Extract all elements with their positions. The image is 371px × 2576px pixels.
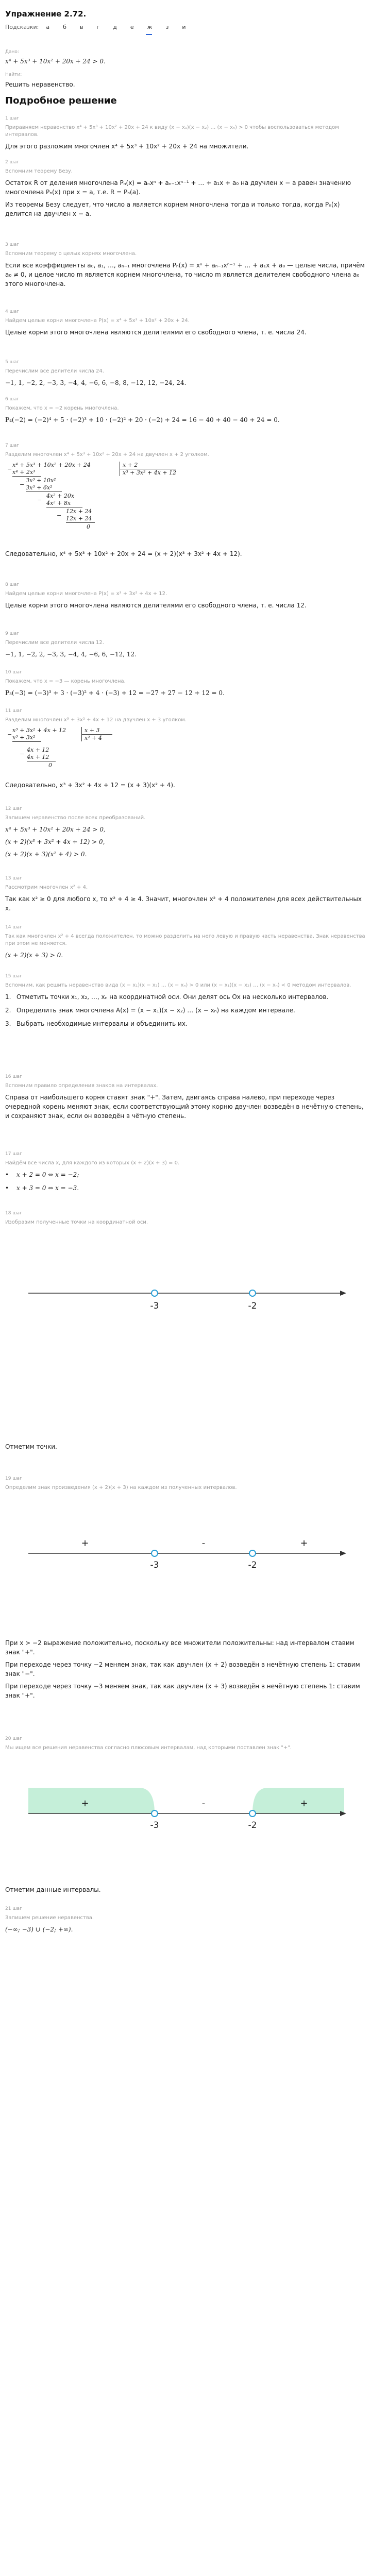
step-label: 21 шаг (5, 1906, 22, 1911)
step-description: Перечислим все делители числа 12. (5, 640, 104, 646)
step-description: Найдём все числа x, для каждого из которых (x + 2)(x + 3) = 0. (5, 1160, 180, 1166)
divisors-list: −1, 1, −2, 2, −3, 3, −4, 4, −6, 6, −12, 12. (5, 651, 137, 658)
step-text: Остаток R от деления многочлена Pₙ(x) = aₙxⁿ + aₙ₋₁xⁿ⁻¹ + … + a₁x + a₀ на двучлен x − a равен значению многочлена Pₙ(x) при x = a, т.е. R = Pₙ(a). (5, 179, 351, 196)
axis-arrow (340, 1291, 346, 1296)
active-hint-underline (146, 34, 152, 35)
long-division: − x³ + 3x² + 4x + 12 x³ + 3x² − 4x + 12 4x + 12 0 x + 3 x² + 4 (5, 727, 366, 781)
list-item: • x + 3 = 0 ⇔ x = −3. (5, 1184, 79, 1192)
step-text: Отметим точки. (5, 1443, 57, 1450)
point-minus-3 (151, 1290, 158, 1296)
division-line: x³ + 3x² (12, 734, 36, 741)
step-label: 7 шаг (5, 443, 20, 448)
step-description: Найдем целые корни многочлена P(x) = x³ + 3x² + 4x + 12. (5, 591, 167, 597)
step-text: Так как x² ≥ 0 для любого x, то x² + 4 ≥ 4. Значит, многочлен x² + 4 положителен для всех действительных x. (5, 895, 362, 912)
step-label: 2 шаг (5, 160, 20, 165)
division-line: 3x³ + 6x² (26, 484, 53, 491)
step-description: Мы ищем все решения неравенства согласно плюсовым интервалам, над которыми поставлен знак "+". (5, 1745, 292, 1751)
detailed-solution-heading: Подробное решение (5, 95, 117, 106)
hints-bar (5, 24, 186, 30)
point-minus-2 (249, 1810, 256, 1817)
list-item: 1. Отметить точки x₁, x₂, …, xₙ на координатной оси. Они делят ось Ox на несколько интервалов. (5, 993, 329, 1001)
point-label: -3 (150, 1820, 159, 1831)
point-minus-3 (151, 1810, 158, 1817)
hint-letter[interactable]: и (182, 24, 186, 30)
step-label: 9 шаг (5, 631, 20, 636)
step-text: При переходе через точку −2 меняем знак, так как двучлен (x + 2) возведён в нечётную степень 1: ставим знак "−". (5, 1661, 360, 1677)
solution-set: (−∞; −3) ∪ (−2; +∞). (5, 1926, 73, 1933)
division-line: 0 (48, 762, 52, 769)
interval-sign: + (81, 1538, 89, 1549)
step-7 (5, 443, 366, 562)
point-label: -2 (248, 1301, 257, 1311)
point-label: -3 (150, 1560, 159, 1570)
step-text: При x > −2 выражение положительно, поскольку все множители положительны: над интервалом ставим знак "+". (5, 1639, 355, 1656)
find-label: Найти: (5, 72, 22, 77)
step-description: Покажем, что x = −3 — корень многочлена. (5, 679, 126, 684)
step-label: 17 шаг (5, 1151, 22, 1157)
step-19-text (5, 1638, 366, 1703)
hint-letter[interactable]: е (130, 24, 134, 30)
step-description: Изобразим полученные точки на координатной оси. (5, 1219, 148, 1225)
interval-highlight-right (252, 1788, 344, 1814)
step-8 (5, 582, 366, 613)
step-description: Так как многочлен x² + 4 всегда положителен, то можно разделить на него левую и правую часть неравенства. Знак неравенства при этом не меняется. (5, 934, 365, 946)
step-13 (5, 876, 366, 916)
step-label: 3 шаг (5, 242, 20, 247)
point-minus-2 (249, 1550, 256, 1556)
step-description: Вспомним правило определения знаков на интервалах. (5, 1083, 158, 1089)
number-line-highlighted (0, 1767, 371, 1875)
quotient: x² + 4 (85, 735, 102, 741)
step-label: 18 шаг (5, 1211, 22, 1216)
division-line: 4x + 12 (27, 747, 49, 753)
step-16 (5, 1074, 366, 1124)
step-label: 15 шаг (5, 974, 22, 979)
step-description: Вспомним теорему Безу. (5, 168, 73, 174)
interval-sign: + (300, 1538, 308, 1549)
given-expression: x⁴ + 5x³ + 10x² + 20x + 24 > 0. (5, 58, 106, 65)
exercise-title: Упражнение 2.72. (5, 9, 87, 19)
division-line: 3x³ + 10x² (26, 477, 56, 484)
step-5 (5, 360, 366, 391)
inequality-line: (x + 2)(x + 3) > 0. (5, 952, 63, 959)
long-division: − x⁴ + 5x³ + 10x² + 20x + 24 x⁴ + 2x³ − 3x³ + 10x² 3x³ + 6x² − 4x² + 20x 4x² + 8x − 12x + 24 12x + 24 0 x + 2 x³ + 3x² + 4x + 12 (7, 462, 177, 530)
list-item: 3. Выбрать необходимые интервалы и объединить их. (5, 1020, 188, 1027)
step-label: 12 шаг (5, 806, 22, 811)
step-20 (5, 1736, 366, 1755)
division-line: 4x + 12 (27, 754, 49, 760)
step-description: Рассмотрим многочлен x² + 4. (5, 885, 88, 890)
point-label: -2 (248, 1560, 257, 1570)
step-21 (5, 1906, 366, 1937)
hint-letter[interactable]: з (165, 24, 169, 30)
step-text: При переходе через точку −3 меняем знак, так как двучлен (x + 3) возведён в нечётную степень 1: ставим знак "+". (5, 1683, 360, 1699)
step-19 (5, 1476, 366, 1495)
hint-letter[interactable]: г (96, 24, 100, 30)
step-18 (5, 1211, 366, 1229)
step-description: Определим знак произведения (x + 2)(x + 3) на каждом из полученных интервалов. (5, 1485, 237, 1490)
step-label: 5 шаг (5, 360, 20, 365)
quotient: x³ + 3x² + 4x + 12 (123, 469, 177, 476)
step-description: Покажем, что x = −2 корень многочлена. (5, 405, 119, 411)
step-text: Следовательно, x⁴ + 5x³ + 10x² + 20x + 24 = (x + 2)(x³ + 3x² + 4x + 12). (5, 550, 242, 557)
list-item: • x + 2 = 0 ⇔ x = −2; (5, 1171, 79, 1178)
interval-sign: + (81, 1798, 89, 1809)
divisor: x + 3 (85, 727, 100, 734)
division-line: 12x + 24 (66, 515, 92, 522)
step-text: Целые корни этого многочлена являются делителями его свободного члена, т. е. числа 12. (5, 602, 307, 609)
divisor: x + 2 (123, 462, 138, 468)
step-10 (5, 670, 366, 701)
step-text: Для этого разложим многочлен x⁴ + 5x³ + 10x² + 20x + 24 на множители. (5, 143, 249, 150)
find-text: Решить неравенство. (5, 81, 75, 88)
step-2 (5, 160, 366, 222)
step-description: Вспомним, как решить неравенство вида (x − x₁)(x − x₂) … (x − xₙ) > 0 или (x − x₁)(x − x₂) … (x − xₙ) < 0 методом интервалов. (5, 982, 351, 988)
point-label: -3 (150, 1301, 159, 1311)
step-15 (5, 974, 366, 1032)
division-line: x⁴ + 2x³ (12, 469, 36, 476)
step-17 (5, 1151, 366, 1197)
step-description: Запишем решение неравенства. (5, 1915, 94, 1921)
interval-sign: - (201, 1538, 206, 1549)
hints-label: Подсказки: (5, 24, 39, 30)
list-item: 2. Определить знак многочлена A(x) = (x − x₁)(x − x₂) … (x − xₙ) на каждом интервале. (5, 1007, 295, 1014)
point-minus-3 (151, 1550, 158, 1556)
division-line: 4x² + 8x (46, 500, 71, 506)
number-line-signs (0, 1507, 371, 1610)
point-minus-2 (249, 1290, 256, 1296)
step-label: 1 шаг (5, 116, 20, 121)
interval-sign: - (201, 1798, 206, 1809)
step-label: 8 шаг (5, 582, 20, 587)
step-text: Справа от наибольшего корня ставят знак "+". Затем, двигаясь справа налево, при переходе через очередной корень меняют знак, если соответствующий этому корню двучлен возведён в нечётную степень, и сохраняют знак, если он возведён в чётную степень. (5, 1094, 364, 1120)
step-text: Следовательно, x³ + 3x² + 4x + 12 = (x + 3)(x² + 4). (5, 782, 175, 789)
step-14 (5, 925, 366, 963)
interval-sign: + (300, 1798, 308, 1809)
division-line: 4x² + 20x (46, 493, 75, 499)
root-check: P₄(−2) = (−2)⁴ + 5 · (−2)³ + 10 · (−2)² + 20 · (−2) + 24 = 16 − 40 + 40 − 40 + 24 = 0. (5, 416, 280, 423)
number-line-points (0, 1252, 371, 1355)
step-description: Разделим многочлен x⁴ + 5x³ + 10x² + 20x + 24 на двучлен x + 2 уголком. (5, 452, 209, 457)
step-label: 19 шаг (5, 1476, 22, 1481)
hint-letter[interactable]: б (63, 24, 66, 30)
hint-letter[interactable]: а (46, 24, 50, 30)
step-label: 4 шаг (5, 309, 20, 314)
step-description: Приравняем неравенство x⁴ + 5x³ + 10x² + 20x + 24 к виду (x − x₁)(x − x₂) … (x − xₙ) > 0 чтобы воспользоваться методом интервалов. (5, 125, 339, 138)
step-label: 10 шаг (5, 670, 22, 675)
root-check: P₃(−3) = (−3)³ + 3 · (−3)² + 4 · (−3) + 12 = −27 + 27 − 12 + 12 = 0. (5, 689, 225, 697)
step-9 (5, 631, 366, 662)
inequality-line: (x + 2)(x + 3)(x² + 4) > 0. (5, 851, 87, 858)
inequality-line: (x + 2)(x³ + 3x² + 4x + 12) > 0, (5, 838, 105, 845)
step-description: Запишем неравенство после всех преобразований. (5, 815, 146, 821)
step-description: Разделим многочлен x³ + 3x² + 4x + 12 на двучлен x + 3 уголком. (5, 717, 187, 723)
division-line: x³ + 3x² + 4x + 12 (12, 727, 66, 734)
step-description: Перечислим все делители числа 24. (5, 368, 104, 374)
step-6 (5, 397, 366, 428)
step-text: Целые корни этого многочлена являются делителями его свободного члена, т. е. числа 24. (5, 329, 307, 336)
step-4 (5, 309, 366, 340)
hint-letter[interactable]: в (79, 24, 83, 30)
inequality-line: x⁴ + 5x³ + 10x² + 20x + 24 > 0, (5, 826, 106, 833)
step-11 (5, 708, 366, 793)
step-label: 16 шаг (5, 1074, 22, 1079)
step-1 (5, 116, 366, 154)
divisors-list: −1, 1, −2, 2, −3, 3, −4, 4, −6, 6, −8, 8, −12, 12, −24, 24. (5, 379, 187, 386)
step-description: Вспомним теорему о целых корнях многочлена. (5, 251, 137, 257)
step-label: 14 шаг (5, 925, 22, 930)
step-text: Из теоремы Безу следует, что число a является корнем многочлена тогда и только тогда, когда Pₙ(x) делится на двучлен x − a. (5, 201, 340, 217)
step-label: 11 шаг (5, 708, 22, 714)
step-label: 13 шаг (5, 876, 22, 881)
step-label: 20 шаг (5, 1736, 22, 1741)
division-line: x⁴ + 5x³ + 10x² + 20x + 24 (12, 462, 91, 468)
step-12 (5, 806, 366, 862)
step-label: 6 шаг (5, 397, 20, 402)
hint-letter[interactable]: д (113, 24, 117, 30)
interval-highlight-left (28, 1788, 155, 1814)
step-text: Отметим данные интервалы. (5, 1886, 101, 1893)
hint-letters (46, 24, 185, 30)
given-label: Дано: (5, 49, 19, 55)
step-description: Найдем целые корни многочлена P(x) = x⁴ + 5x³ + 10x² + 20x + 24. (5, 318, 190, 324)
division-line: 12x + 24 (66, 508, 92, 515)
hint-letter[interactable]: ж (147, 24, 153, 30)
division-line: 0 (87, 523, 90, 530)
axis-arrow (340, 1551, 346, 1556)
point-label: -2 (248, 1820, 257, 1831)
step-text: Если все коэффициенты a₀, a₁, …, aₙ₋₁ многочлена Pₙ(x) = xⁿ + aₙ₋₁xⁿ⁻¹ + … + a₁x + a₀ — целые числа, причём a₀ ≠ 0, и целое число m является корнем многочлена, то число m является делителем свободного члена a₀ этого многочлена. (5, 262, 365, 287)
step-3 (5, 242, 366, 292)
